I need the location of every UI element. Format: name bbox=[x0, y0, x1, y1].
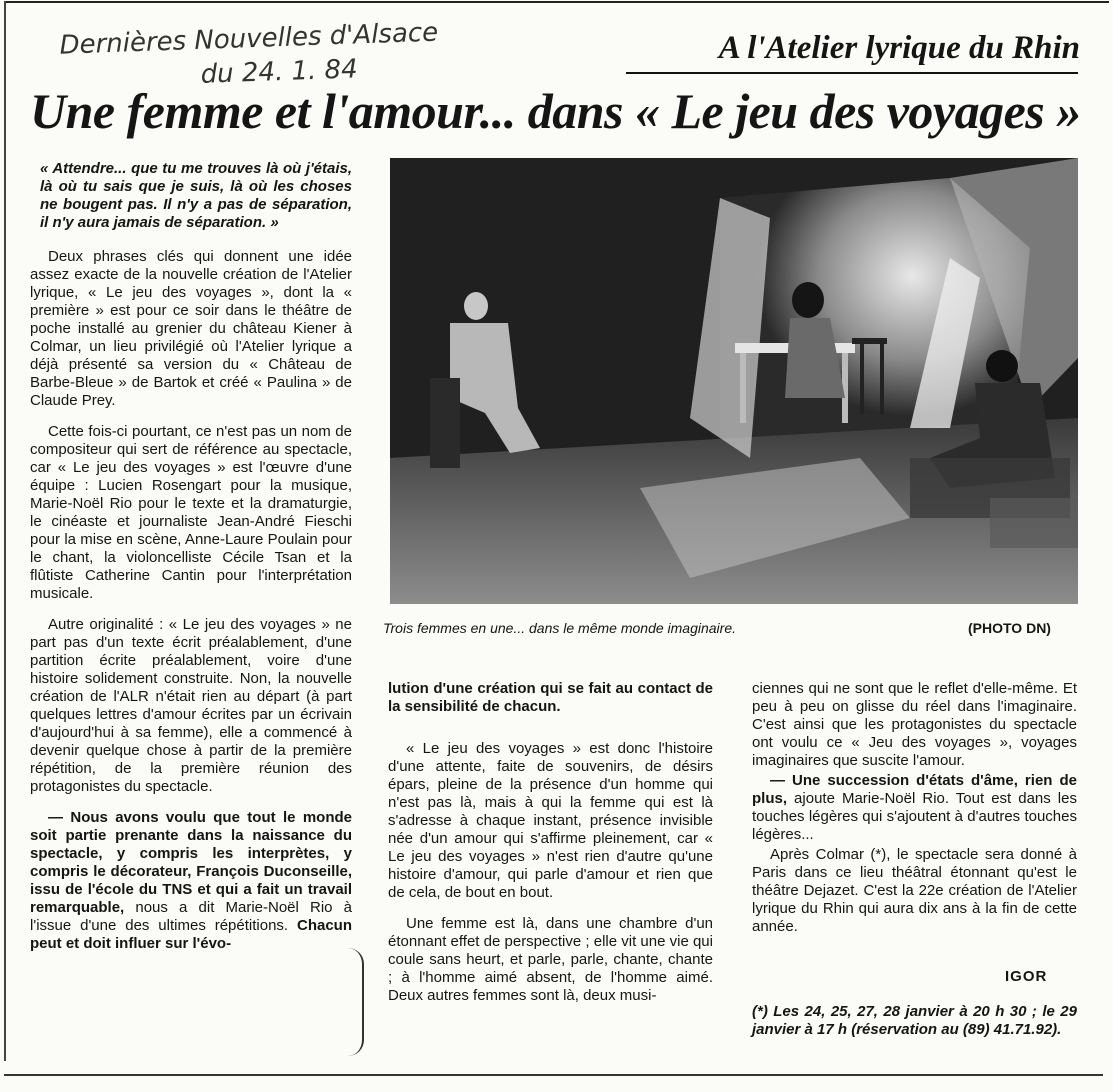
photo-caption: Trois femmes en une... dans le même monde imaginaire. bbox=[383, 620, 737, 636]
paragraph: ciennes qui ne sont que le reflet d'elle-même. Et peu à peu on glisse du réel dans l'imaginaire. C'est ainsi que les protagonistes du spectacle ont voulu ce « Jeu des voyages », voyages imaginaires que suscite l'amour. bbox=[752, 680, 1077, 769]
handwritten-note-line2: du 24. 1. 84 bbox=[200, 54, 359, 90]
handwritten-note-line1: Dernières Nouvelles d'Alsace bbox=[59, 17, 439, 61]
bottom-border-rule bbox=[4, 1074, 1103, 1076]
article-photo bbox=[390, 158, 1078, 604]
opening-quote: « Attendre... que tu me trouves là où j'étais, là où tu sais que je suis, là où les choses ne bougent pas. Il n'y a pas de séparation, il n'y aura jamais de séparation. » bbox=[40, 160, 352, 231]
quoted-statement-bold: — Une succession d'états d'âme, rien de plus, bbox=[752, 772, 1077, 807]
stage-photo-illustration bbox=[390, 158, 1078, 604]
paragraph: Une femme est là, dans une chambre d'un étonnant effet de perspective ; elle vit une vie qui coule sans heurt, et parle, parle, chante, chante ; à l'homme aimé absent, de l'homme aimé. Deux autres femmes sont là, deux musi- bbox=[388, 915, 713, 1004]
left-border-rule bbox=[4, 1, 6, 1061]
article-column-1 bbox=[30, 160, 352, 966]
paragraph: Après Colmar (*), le spectacle sera donné à Paris dans ce lieu théâtral étonnant qu'est le théâtre Dejazet. C'est la 22e création de l'Atelier lyrique du Rhin qui aura dix ans à la fin de cette année. bbox=[752, 846, 1077, 935]
paragraph: Deux phrases clés qui donnent une idée assez exacte de la nouvelle création de l'Atelier lyrique, « Le jeu des voyages », dont la « première » est pour ce soir dans le théâtre de poche installé au grenier du château Kiener à Colmar, un lieu privilégié où l'Atelier lyrique a déjà présenté sa version du « Château de Barbe-Bleue » de Bartok et créé « Paulina » de Claude Prey. bbox=[30, 248, 352, 409]
photo-credit: (PHOTO DN) bbox=[968, 620, 1051, 636]
attribution-text: ajoute Marie-Noël Rio. Tout est dans les touches légères qui s'ajoutent à d'autres touches légères... bbox=[752, 790, 1077, 843]
quoted-statement-bold: — Nous avons voulu que tout le monde soit partie prenante dans la naissance du spectacle, y compris les interprètes, y compris le décorateur, François Duconseille, issu de l'école du TNS et qui a fait un travail remarquable, bbox=[30, 809, 352, 916]
performance-footnote: (*) Les 24, 25, 27, 28 janvier à 20 h 30 ; le 29 janvier à 17 h (réservation au (89) 41.71.92). bbox=[752, 1003, 1077, 1038]
paragraph: Autre originalité : « Le jeu des voyages » ne part pas d'un texte écrit préalablement, d'une partition écrite préalablement, voire d'une histoire solidement construite. Non, la nouvelle création de l'ALR n'était rien au départ (à part quelques lettres d'amour écrites par un écrivain d'aujourd'hui à sa femme), elle a commencé à devenir quelque chose à partir de la première répétition, de la première réunion des protagonistes du spectacle. bbox=[30, 616, 352, 795]
attribution-text: nous a dit Marie-Noël Rio à l'issue d'une des ultimes répétitions. bbox=[30, 899, 352, 934]
author-signature: IGOR bbox=[1005, 968, 1048, 985]
continued-bold-text: lution d'une création qui se fait au contact de la sensibilité de chacun. bbox=[388, 680, 713, 715]
handwritten-margin-bracket bbox=[348, 948, 364, 1056]
article-column-3 bbox=[752, 680, 1077, 938]
top-border-rule bbox=[4, 1, 1109, 3]
paragraph bbox=[30, 809, 352, 953]
paragraph: Cette fois-ci pourtant, ce n'est pas un nom de compositeur qui sert de référence au spectacle, car « Le jeu des voyages » est l'œuvre d'une équipe : Lucien Rosengart pour la musique, Marie-Noël Rio pour le texte et la dramaturgie, le cinéaste et journaliste Jean-André Fieschi pour la mise en scène, Anne-Laure Poulain pour le chant, la violoncelliste Cécile Tsan et la flûtiste Catherine Cantin pour l'interprétation musicale. bbox=[30, 423, 352, 602]
article-column-2 bbox=[388, 680, 713, 1018]
kicker-underline bbox=[626, 72, 1078, 74]
paragraph: « Le jeu des voyages » est donc l'histoire d'une attente, faite de souvenirs, de désirs épars, pleine de la présence d'un homme qui n'est pas là, mais à qui la femme qui est là s'adresse à chaque instant, présence invisible née d'un amour qui s'affirme pleinement, car « Le jeu des voyages » n'est rien d'autre qu'une histoire d'amour, qui parle d'amour et rien que de cela, de bout en bout. bbox=[388, 740, 713, 901]
article-headline: Une femme et l'amour... dans « Le jeu des voyages » bbox=[30, 83, 1081, 139]
quoted-statement-bold-end: Chacun peut et doit influer sur l'évo- bbox=[30, 917, 352, 952]
section-kicker: A l'Atelier lyrique du Rhin bbox=[718, 30, 1080, 66]
paragraph bbox=[752, 772, 1077, 844]
